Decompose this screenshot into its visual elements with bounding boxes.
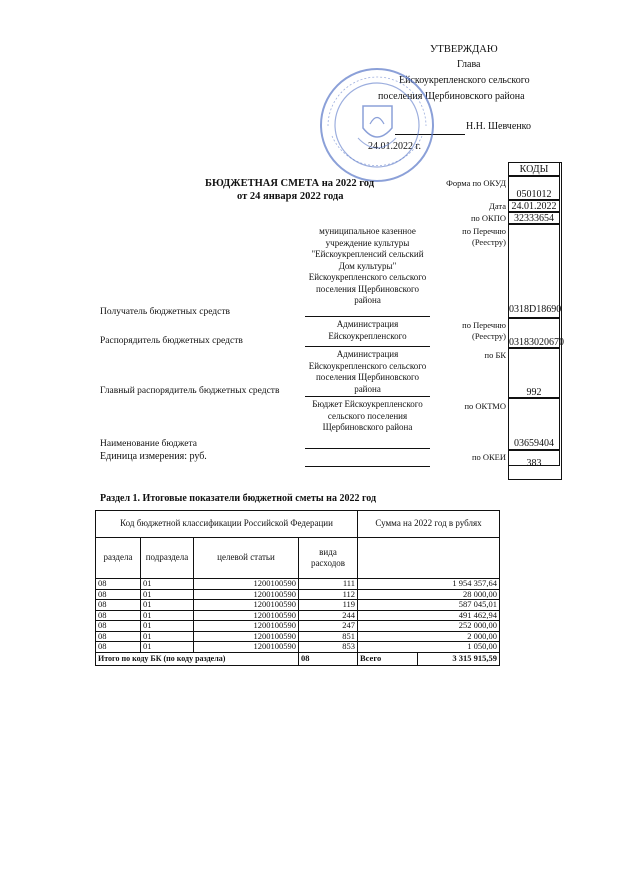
cell-podrazdel: 01 xyxy=(141,600,194,611)
table-row xyxy=(96,610,500,621)
okei-label: по ОКЕИ xyxy=(471,452,506,462)
perechen-label-2b: (Реестру) xyxy=(471,331,506,341)
manager-value: Администрация Ейскоукрепленского xyxy=(328,319,407,341)
recipient-value: муниципальное казенное учреждение культуры "Ейскоукрепленсий сельский Дом культуры" Ейскоукрепленского сельского поселения Щербиновского района xyxy=(308,226,427,305)
cell-sum: 1 050,00 xyxy=(358,642,500,653)
cell-sum: 2 000,00 xyxy=(358,631,500,642)
budget-value: Бюджет Ейскоукрепленского сельского поселения Щербиновского района xyxy=(312,399,423,432)
cell-cs: 1200100590 xyxy=(194,579,299,590)
okud-code: 0501012 xyxy=(508,176,560,200)
cell-vr: 244 xyxy=(299,610,358,621)
manager-underline xyxy=(305,346,430,347)
cell-razdel: 08 xyxy=(96,642,141,653)
manager-label: Распорядитель бюджетных средств xyxy=(100,336,243,346)
cell-razdel: 08 xyxy=(96,610,141,621)
okpo-code: 32333654 xyxy=(508,212,560,224)
oktmo-label: по ОКТМО xyxy=(464,401,506,411)
table-row xyxy=(96,579,500,590)
cell-cs: 1200100590 xyxy=(194,642,299,653)
cell-vr: 247 xyxy=(299,621,358,632)
budget-label: Наименование бюджета xyxy=(100,439,197,449)
section1-title: Раздел 1. Итоговые показатели бюджетной сметы на 2022 год xyxy=(100,493,377,504)
col-vr-a: вида xyxy=(319,547,337,557)
cell-sum: 1 954 357,64 xyxy=(358,579,500,590)
perechen-label-1a: по Перечню xyxy=(462,226,506,236)
cell-vr: 851 xyxy=(299,631,358,642)
cell-sum: 587 045,01 xyxy=(358,600,500,611)
approval-date: 24.01.2022 г. xyxy=(368,141,421,152)
cell-razdel: 08 xyxy=(96,621,141,632)
perechen-label-1b: (Реестру) xyxy=(471,237,506,247)
col-razdel: раздела xyxy=(96,538,141,579)
cell-razdel: 08 xyxy=(96,600,141,611)
okud-label: Форма по ОКУД xyxy=(446,178,506,188)
table-body xyxy=(96,579,500,653)
cell-podrazdel: 01 xyxy=(141,621,194,632)
cell-razdel: 08 xyxy=(96,589,141,600)
col-cs xyxy=(194,538,299,579)
head-sum: Сумма на 2022 год в рублях xyxy=(358,511,500,538)
recipient-underline xyxy=(305,316,430,317)
date-label: Дата xyxy=(489,201,506,211)
document-title: БЮДЖЕТНАЯ СМЕТА на 2022 год xyxy=(205,178,375,189)
col-podrazdel: подраздела xyxy=(141,538,194,579)
cell-podrazdel: 01 xyxy=(141,610,194,621)
total-code: 08 xyxy=(299,652,358,665)
cell-sum: 28 000,00 xyxy=(358,589,500,600)
approval-role: Глава xyxy=(457,59,481,70)
recipient-label: Получатель бюджетных средств xyxy=(100,307,230,317)
date-code: 24.01.2022 xyxy=(508,200,560,212)
table-head-row-1 xyxy=(96,511,500,538)
cell-vr: 119 xyxy=(299,600,358,611)
cell-podrazdel: 01 xyxy=(141,579,194,590)
cell-sum: 252 000,00 xyxy=(358,621,500,632)
document-subtitle: от 24 января 2022 года xyxy=(237,191,344,202)
table-row xyxy=(96,642,500,653)
recipient-code: 0318D18690 xyxy=(508,224,560,318)
table-row xyxy=(96,631,500,642)
cell-vr: 111 xyxy=(299,579,358,590)
manager-code: 03183020670 xyxy=(508,318,560,348)
table-row xyxy=(96,589,500,600)
budget-table xyxy=(95,510,500,666)
chief-label: Главный распорядитель бюджетных средств xyxy=(100,386,280,396)
approval-title: УТВЕРЖДАЮ xyxy=(430,44,498,55)
official-seal-icon xyxy=(318,66,436,184)
table-row xyxy=(96,621,500,632)
col-vr xyxy=(299,538,358,579)
head-bk: Код бюджетной классификации Российской Федерации xyxy=(96,511,358,538)
codes-header: КОДЫ xyxy=(508,162,560,176)
total-row xyxy=(96,652,500,665)
cell-cs: 1200100590 xyxy=(194,589,299,600)
table-row xyxy=(96,600,500,611)
oktmo-code: 03659404 xyxy=(508,398,560,450)
chief-value: Администрация Ейскоукрепленского сельского поселения Щербиновского района xyxy=(308,349,427,394)
bk-label: по БК xyxy=(484,350,506,360)
cell-podrazdel: 01 xyxy=(141,631,194,642)
cell-razdel: 08 xyxy=(96,579,141,590)
col-cs-label: целевой статьи xyxy=(217,552,275,563)
total-label: Итого по коду БК (по коду раздела) xyxy=(96,652,299,665)
cell-cs: 1200100590 xyxy=(194,610,299,621)
okpo-label: по ОКПО xyxy=(470,213,506,223)
cell-vr: 112 xyxy=(299,589,358,600)
unit-underline xyxy=(305,466,430,467)
cell-cs: 1200100590 xyxy=(194,600,299,611)
cell-razdel: 08 xyxy=(96,631,141,642)
cell-podrazdel: 01 xyxy=(141,589,194,600)
perechen-label-2a: по Перечню xyxy=(462,320,506,330)
cell-podrazdel: 01 xyxy=(141,642,194,653)
cell-vr: 853 xyxy=(299,642,358,653)
bk-code: 992 xyxy=(508,348,560,398)
total-sum: 3 315 915,59 xyxy=(418,652,500,665)
approval-org-line1: Ейскоукрепленского сельского xyxy=(399,75,530,86)
cell-sum: 491 462,94 xyxy=(358,610,500,621)
chief-underline xyxy=(305,396,430,397)
approval-org-line2: поселения Щербиновского района xyxy=(378,91,525,102)
total-word: Всего xyxy=(358,652,418,665)
okei-code: 383 xyxy=(508,450,560,466)
approval-signer: Н.Н. Шевченко xyxy=(466,121,531,132)
cell-cs: 1200100590 xyxy=(194,631,299,642)
budget-underline xyxy=(305,448,430,449)
table-head-row-2 xyxy=(96,538,500,579)
col-vr-b: расходов xyxy=(310,558,346,568)
cell-cs: 1200100590 xyxy=(194,621,299,632)
unit-label: Единица измерения: руб. xyxy=(100,451,207,462)
col-sum-empty xyxy=(358,538,500,579)
